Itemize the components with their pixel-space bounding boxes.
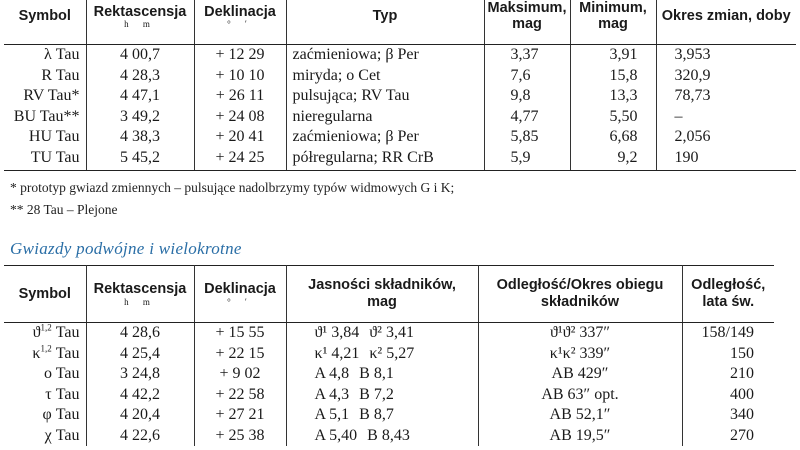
cell-separation: ϑ¹ϑ² 337″ xyxy=(478,323,682,344)
symbol-superscript: 1,2 xyxy=(40,343,52,354)
col-header-separation: Odległość/Okres obiegu składników xyxy=(478,266,682,323)
cell-symbol xyxy=(4,323,86,344)
cell-min: 15,8 xyxy=(570,66,656,87)
cell-dec: + 26 11 xyxy=(194,86,286,107)
col-header-ra: Rektascensja h m xyxy=(86,266,194,323)
col-header-dec: Deklinacja ° ′ xyxy=(194,266,286,323)
cell-min: 5,50 xyxy=(570,107,656,128)
dec-units: ° ′ xyxy=(227,297,253,307)
component-a: ϑ¹ 3,84 xyxy=(314,324,360,342)
double-stars-header-row xyxy=(4,266,774,323)
cell-dec: + 9 02 xyxy=(194,364,286,385)
cell-separation: AB 52,1″ xyxy=(478,405,682,426)
cell-ra: 4 38,3 xyxy=(86,127,194,148)
section-title: Gwiazdy podwójne i wielokrotne xyxy=(10,239,242,258)
cell-dec: + 27 21 xyxy=(194,405,286,426)
cell-period: – xyxy=(656,107,796,128)
table-row xyxy=(4,148,796,171)
symbol-letter: χ xyxy=(44,426,52,444)
symbol-superscript: 1,2 xyxy=(40,322,52,333)
cell-period: 190 xyxy=(656,148,796,171)
cell-symbol xyxy=(4,364,86,385)
cell-dec: + 12 29 xyxy=(194,45,286,66)
ra-units: h m xyxy=(124,297,156,307)
cell-ra: 4 28,3 xyxy=(86,66,194,87)
cell-distance: 400 xyxy=(682,385,774,406)
cell-dec: + 22 15 xyxy=(194,344,286,365)
component-b: B 8,43 xyxy=(367,426,410,444)
col-header-max: Maksimum, mag xyxy=(484,0,570,45)
symbol-constellation: Tau xyxy=(51,344,80,362)
component-a: A 4,8 xyxy=(314,365,350,383)
cell-type: zaćmieniowa; β Per xyxy=(286,45,484,66)
cell-separation: AB 429″ xyxy=(478,364,682,385)
cell-dec: + 22 58 xyxy=(194,385,286,406)
cell-distance: 270 xyxy=(682,426,774,447)
cell-period: 2,056 xyxy=(656,127,796,148)
cell-period: 78,73 xyxy=(656,86,796,107)
cell-symbol: TU Tau xyxy=(4,148,86,171)
component-b: B 8,7 xyxy=(359,406,394,424)
col-header-components: Jasności składników, mag xyxy=(286,266,478,323)
cell-components xyxy=(286,405,478,426)
cell-symbol: HU Tau xyxy=(28,128,80,146)
cell-type: pulsująca; RV Tau xyxy=(286,86,484,107)
cell-max: 4,77 xyxy=(484,107,570,128)
cell-distance: 158/149 xyxy=(682,323,774,344)
col-header-type: Typ xyxy=(286,0,484,45)
double-stars-table xyxy=(4,265,774,446)
symbol-letter: ϑ xyxy=(32,324,41,342)
symbol-constellation: Tau xyxy=(51,406,80,424)
footnote-1: * prototyp gwiazd zmiennych – pulsujące nadolbrzymy typów widmowych G i K; xyxy=(10,180,455,195)
cell-period: 320,9 xyxy=(656,66,796,87)
cell-period: 3,953 xyxy=(656,45,796,66)
cell-components xyxy=(286,344,478,365)
col-header-distance: Odległość, lata św. xyxy=(682,266,774,323)
table-row xyxy=(4,405,774,426)
cell-separation: AB 63″ opt. xyxy=(478,385,682,406)
cell-components xyxy=(286,385,478,406)
symbol-constellation: Tau xyxy=(51,324,80,342)
cell-ra: 4 22,6 xyxy=(86,426,194,447)
symbol-constellation: Tau xyxy=(51,385,80,403)
component-b: B 8,1 xyxy=(359,365,394,383)
cell-ra: 4 20,4 xyxy=(86,405,194,426)
component-a: A 5,1 xyxy=(314,406,350,424)
cell-type: zaćmieniowa; β Per xyxy=(286,127,484,148)
cell-dec: + 24 25 xyxy=(194,148,286,171)
cell-ra: 4 28,6 xyxy=(86,323,194,344)
cell-components xyxy=(286,364,478,385)
component-b: κ² 5,27 xyxy=(369,344,415,362)
cell-distance: 150 xyxy=(682,344,774,365)
cell-ra: 3 49,2 xyxy=(86,107,194,128)
cell-separation: κ¹κ² 339″ xyxy=(478,344,682,365)
cell-symbol: RV Tau* xyxy=(23,87,80,105)
cell-symbol xyxy=(4,344,86,365)
cell-ra: 5 45,2 xyxy=(86,148,194,171)
cell-symbol xyxy=(4,426,86,447)
table-row xyxy=(4,364,774,385)
cell-dec: + 10 10 xyxy=(194,66,286,87)
cell-min: 6,68 xyxy=(570,127,656,148)
cell-distance: 210 xyxy=(682,364,774,385)
table-row xyxy=(4,45,796,66)
cell-separation: AB 19,5″ xyxy=(478,426,682,447)
dec-units: ° ′ xyxy=(227,18,253,29)
table-row xyxy=(4,344,774,365)
cell-ra: 3 24,8 xyxy=(86,364,194,385)
cell-ra: 4 25,4 xyxy=(86,344,194,365)
col-header-symbol: Symbol xyxy=(4,0,86,45)
table-row xyxy=(4,86,796,107)
cell-min: 13,3 xyxy=(570,86,656,107)
cell-dec: + 20 41 xyxy=(194,127,286,148)
cell-components xyxy=(286,323,478,344)
footnote-2: ** 28 Tau – Plejone xyxy=(10,202,118,217)
symbol-letter: κ xyxy=(32,344,41,362)
col-header-dec: Deklinacja ° ′ xyxy=(194,0,286,45)
cell-ra: 4 42,2 xyxy=(86,385,194,406)
col-header-period: Okres zmian, doby xyxy=(656,0,796,45)
cell-type: nieregularna xyxy=(286,107,484,128)
cell-symbol: BU Tau** xyxy=(13,107,80,125)
table-row xyxy=(4,127,796,148)
variable-stars-table xyxy=(4,0,796,171)
table-row xyxy=(4,107,796,128)
cell-type: miryda; o Cet xyxy=(286,66,484,87)
cell-symbol xyxy=(4,385,86,406)
table-row xyxy=(4,66,796,87)
component-a: A 4,3 xyxy=(314,385,350,403)
table-row xyxy=(4,426,774,447)
ra-units: h m xyxy=(124,18,156,29)
table-row xyxy=(4,385,774,406)
symbol-letter: τ xyxy=(45,385,52,403)
cell-ra: 4 00,7 xyxy=(86,45,194,66)
cell-components xyxy=(286,426,478,447)
cell-symbol: R Tau xyxy=(41,66,80,84)
variable-stars-header-row xyxy=(4,0,796,45)
symbol-constellation: Tau xyxy=(51,426,80,444)
component-a: A 5,40 xyxy=(314,426,358,444)
cell-min: 3,91 xyxy=(570,45,656,66)
table-row xyxy=(4,323,774,344)
component-a: κ¹ 4,21 xyxy=(314,344,360,362)
cell-dec: + 25 38 xyxy=(194,426,286,447)
col-header-ra: Rektascensja h m xyxy=(86,0,194,45)
cell-distance: 340 xyxy=(682,405,774,426)
symbol-letter: o xyxy=(44,365,53,383)
symbol-letter: φ xyxy=(42,406,52,424)
col-header-min: Minimum, mag xyxy=(570,0,656,45)
cell-max: 5,9 xyxy=(484,148,570,171)
cell-max: 3,37 xyxy=(484,45,570,66)
cell-min: 9,2 xyxy=(570,148,656,171)
cell-max: 5,85 xyxy=(484,127,570,148)
cell-dec: + 15 55 xyxy=(194,323,286,344)
cell-dec: + 24 08 xyxy=(194,107,286,128)
component-b: ϑ² 3,41 xyxy=(369,324,414,342)
component-b: B 7,2 xyxy=(359,385,394,403)
cell-symbol xyxy=(4,405,86,426)
cell-symbol: λ Tau xyxy=(43,46,80,64)
cell-max: 7,6 xyxy=(484,66,570,87)
cell-ra: 4 47,1 xyxy=(86,86,194,107)
cell-max: 9,8 xyxy=(484,86,570,107)
symbol-constellation: Tau xyxy=(52,365,80,383)
cell-type: półregularna; RR CrB xyxy=(286,148,484,171)
col-header-symbol: Symbol xyxy=(4,266,86,323)
